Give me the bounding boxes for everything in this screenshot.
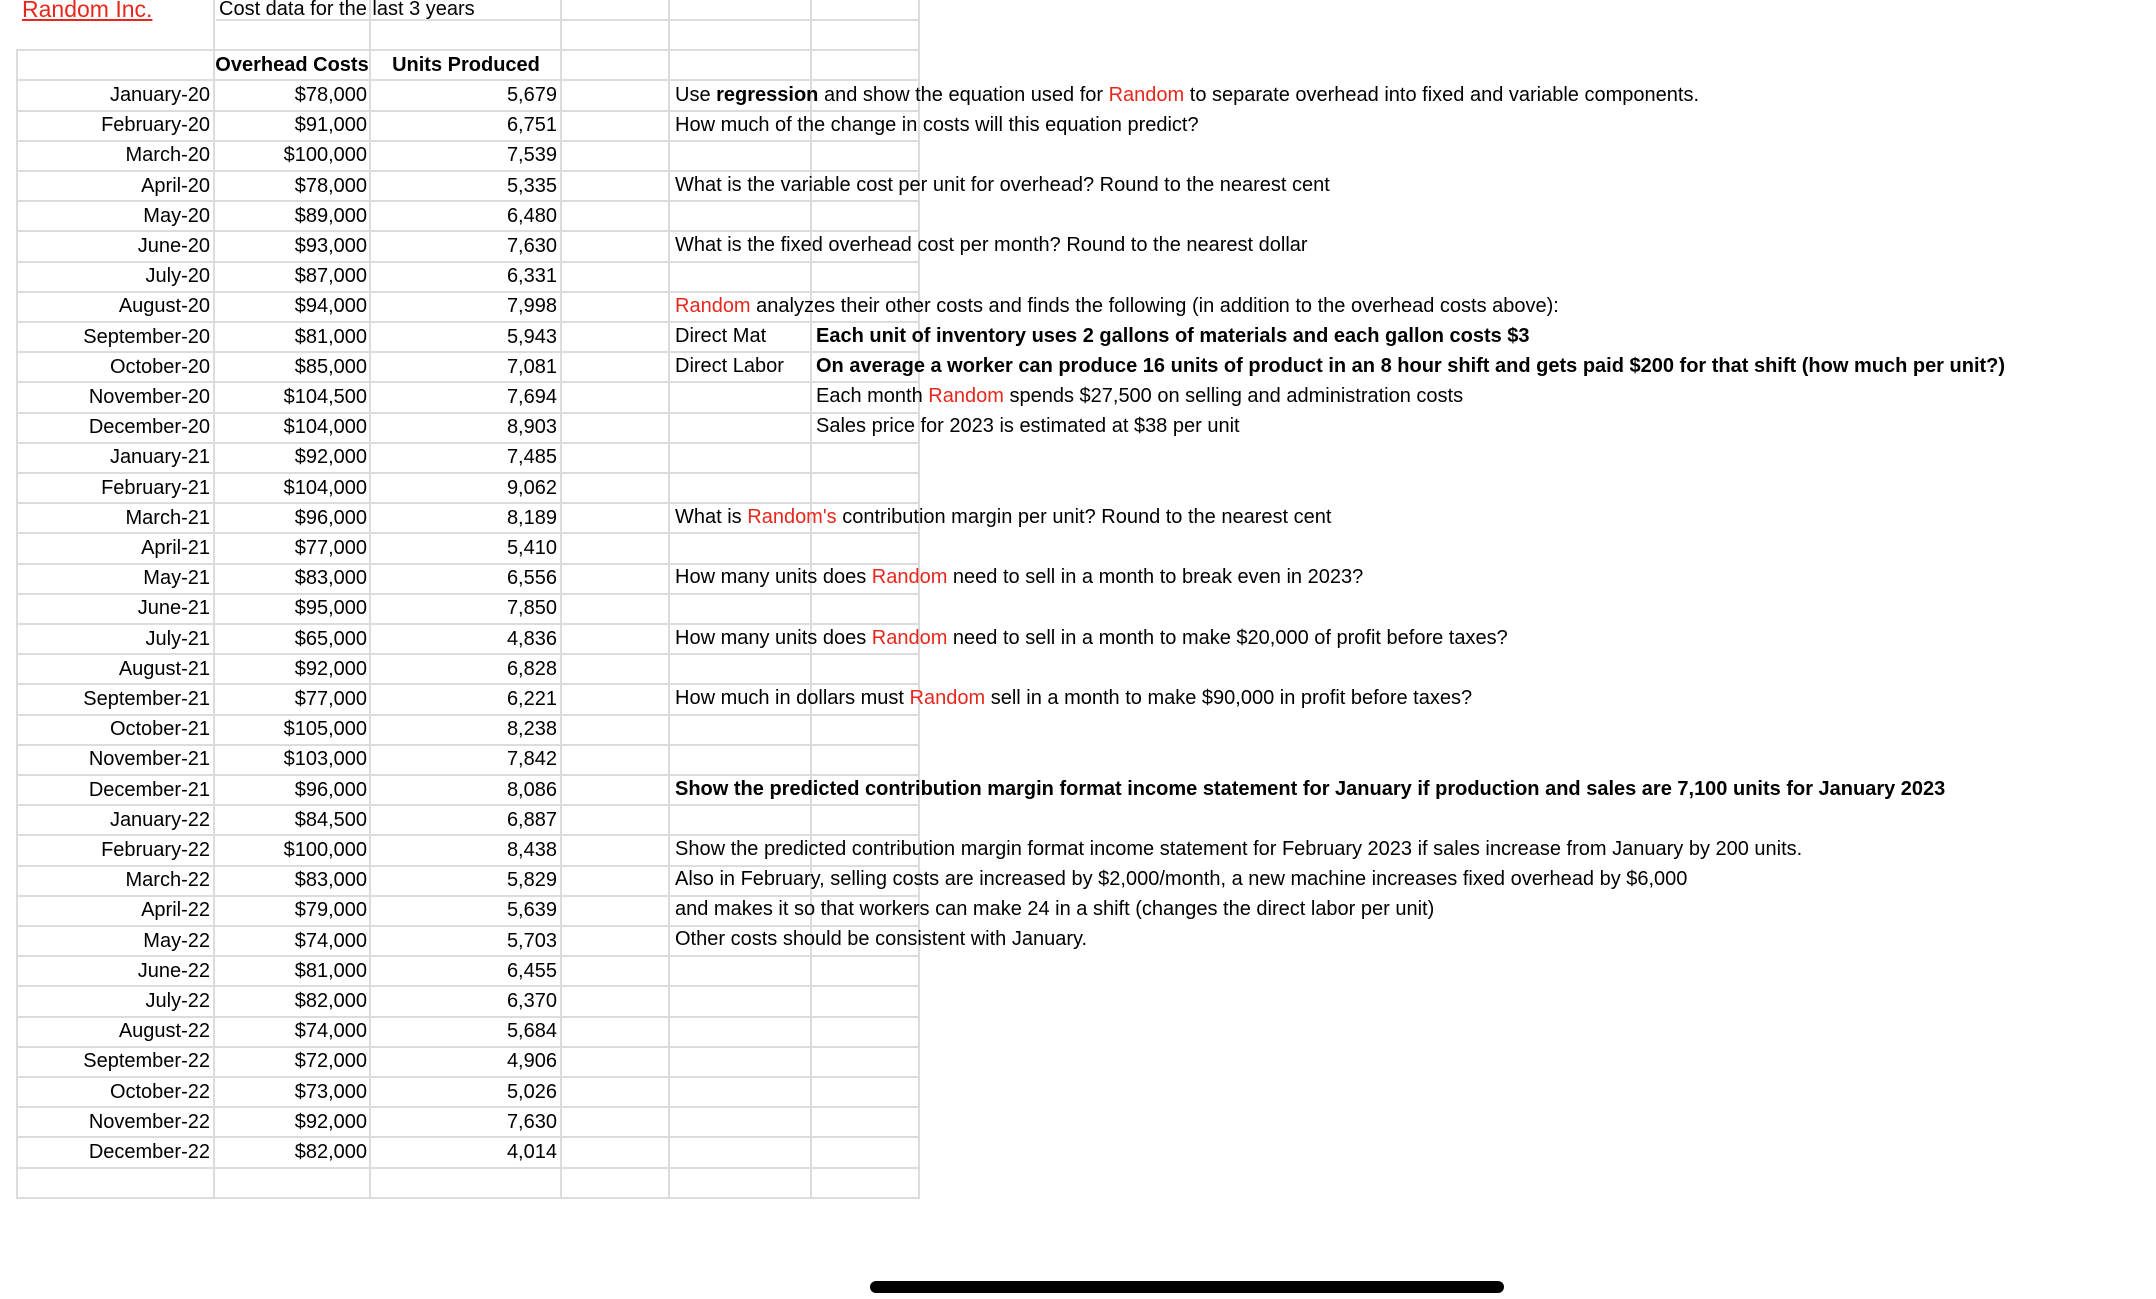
units-produced-cell: 6,455 [506, 960, 557, 982]
units-produced-cell: 6,887 [506, 809, 557, 831]
overhead-cost-cell: $82,000 [294, 1141, 367, 1163]
month-cell: May-21 [143, 567, 210, 589]
month-cell: August-21 [118, 658, 210, 680]
units-produced-cell: 7,485 [506, 446, 557, 468]
overhead-cost-cell: $83,000 [294, 567, 367, 589]
overhead-cost-cell: $96,000 [294, 779, 367, 801]
overhead-cost-cell: $81,000 [294, 960, 367, 982]
overhead-cost-cell: $95,000 [294, 597, 367, 619]
grid-column-line [560, 0, 562, 1199]
grid-column-line [668, 0, 670, 1199]
grid-row-line [16, 1197, 920, 1199]
units-produced-cell: 6,370 [506, 990, 557, 1012]
month-cell: April-20 [141, 175, 210, 197]
units-produced-cell: 5,639 [506, 899, 557, 921]
grid-row-line [16, 1167, 920, 1169]
question-change-predicted: How much of the change in costs will this equation predict? [675, 114, 1199, 136]
units-produced-cell: 6,480 [506, 205, 557, 227]
units-produced-cell: 7,998 [506, 295, 557, 317]
month-cell: November-21 [88, 748, 210, 770]
month-cell: September-21 [83, 688, 210, 710]
units-produced-cell: 4,836 [506, 628, 557, 650]
units-produced-cell: 6,828 [506, 658, 557, 680]
overhead-cost-cell: $83,000 [294, 869, 367, 891]
units-produced-cell: 6,751 [506, 114, 557, 136]
overhead-cost-cell: $79,000 [294, 899, 367, 921]
month-cell: April-21 [141, 537, 210, 559]
month-cell: October-22 [109, 1081, 210, 1103]
units-produced-cell: 5,703 [506, 930, 557, 952]
overhead-cost-cell: $92,000 [294, 446, 367, 468]
overhead-cost-cell: $100,000 [283, 839, 367, 861]
overhead-cost-cell: $78,000 [294, 175, 367, 197]
units-produced-cell: 4,906 [506, 1050, 557, 1072]
direct-labor-text: On average a worker can produce 16 units of product in an 8 hour shift and gets paid $200 for that shift (how much per unit?) [816, 355, 2006, 377]
month-cell: May-20 [143, 205, 210, 227]
month-cell: October-20 [109, 356, 210, 378]
month-cell: November-20 [88, 386, 210, 408]
overhead-cost-cell: $65,000 [294, 628, 367, 650]
units-produced-cell: 6,556 [506, 567, 557, 589]
overhead-cost-cell: $87,000 [294, 265, 367, 287]
overhead-cost-cell: $100,000 [283, 144, 367, 166]
units-produced-cell: 7,694 [506, 386, 557, 408]
month-cell: July-21 [145, 628, 210, 650]
overhead-cost-cell: $74,000 [294, 930, 367, 952]
month-cell: October-21 [109, 718, 210, 740]
month-cell: January-20 [109, 84, 210, 106]
units-produced-cell: 8,238 [506, 718, 557, 740]
question-contribution-margin: What is Random's contribution margin per unit? Round to the nearest cent [675, 506, 1332, 528]
question-fixed-overhead: What is the fixed overhead cost per month? Round to the nearest dollar [675, 234, 1308, 256]
month-cell: November-22 [88, 1111, 210, 1133]
units-produced-cell: 8,189 [506, 507, 557, 529]
question-february-line-3: and makes it so that workers can make 24 in a shift (changes the direct labor per unit) [675, 898, 1435, 920]
units-produced-cell: 8,438 [506, 839, 557, 861]
month-cell: June-21 [137, 597, 210, 619]
month-cell: June-22 [137, 960, 210, 982]
units-produced-cell: 7,081 [506, 356, 557, 378]
overhead-cost-cell: $104,000 [283, 416, 367, 438]
units-produced-cell: 5,026 [506, 1081, 557, 1103]
units-produced-cell: 8,086 [506, 779, 557, 801]
header-units-produced: Units Produced [392, 54, 540, 76]
month-cell: January-22 [109, 809, 210, 831]
sales-price-text: Sales price for 2023 is estimated at $38 per unit [816, 415, 1240, 437]
units-produced-cell: 5,335 [506, 175, 557, 197]
units-produced-cell: 6,331 [506, 265, 557, 287]
month-cell: February-20 [101, 114, 210, 136]
month-cell: December-21 [88, 779, 210, 801]
overhead-cost-cell: $85,000 [294, 356, 367, 378]
question-february-line-2: Also in February, selling costs are increased by $2,000/month, a new machine increases fixed overhead by $6,000 [675, 868, 1688, 890]
overhead-cost-cell: $92,000 [294, 658, 367, 680]
direct-labor-label: Direct Labor [675, 355, 784, 377]
month-cell: May-22 [143, 930, 210, 952]
question-february-line-4: Other costs should be consistent with January. [675, 928, 1088, 950]
direct-mat-text: Each unit of inventory uses 2 gallons of materials and each gallon costs $3 [816, 325, 1530, 347]
units-produced-cell: 5,679 [506, 84, 557, 106]
header-overhead-costs: Overhead Costs [215, 54, 369, 76]
units-produced-cell: 7,539 [506, 144, 557, 166]
question-january-income-statement: Show the predicted contribution margin format income statement for January if production and sales are 7,100 units for January 2023 [675, 778, 1946, 800]
overhead-cost-cell: $92,000 [294, 1111, 367, 1133]
month-cell: March-20 [125, 144, 210, 166]
overhead-cost-cell: $78,000 [294, 84, 367, 106]
units-produced-cell: 7,842 [506, 748, 557, 770]
units-produced-cell: 5,943 [506, 326, 557, 348]
month-cell: July-20 [145, 265, 210, 287]
month-cell: February-22 [101, 839, 210, 861]
overhead-cost-cell: $105,000 [283, 718, 367, 740]
question-regression: Use regression and show the equation used for Random to separate overhead into fixed and variable components. [675, 84, 1699, 106]
overhead-cost-cell: $81,000 [294, 326, 367, 348]
month-cell: March-21 [125, 507, 210, 529]
question-break-even: How many units does Random need to sell in a month to break even in 2023? [675, 566, 1364, 588]
overhead-cost-cell: $72,000 [294, 1050, 367, 1072]
overhead-cost-cell: $82,000 [294, 990, 367, 1012]
overhead-cost-cell: $96,000 [294, 507, 367, 529]
units-produced-cell: 8,903 [506, 416, 557, 438]
overhead-cost-cell: $93,000 [294, 235, 367, 257]
overhead-cost-cell: $89,000 [294, 205, 367, 227]
month-cell: August-22 [118, 1020, 210, 1042]
overhead-cost-cell: $84,500 [294, 809, 367, 831]
overhead-cost-cell: $77,000 [294, 537, 367, 559]
units-produced-cell: 9,062 [506, 477, 557, 499]
month-cell: September-20 [83, 326, 210, 348]
units-produced-cell: 7,850 [506, 597, 557, 619]
month-cell: September-22 [83, 1050, 210, 1072]
overhead-cost-cell: $73,000 [294, 1081, 367, 1103]
question-february-line-1: Show the predicted contribution margin format income statement for February 2023 if sales increase from January by 200 units. [675, 838, 1803, 860]
month-cell: March-22 [125, 869, 210, 891]
units-produced-cell: 6,221 [506, 688, 557, 710]
overhead-cost-cell: $103,000 [283, 748, 367, 770]
units-produced-cell: 5,829 [506, 869, 557, 891]
units-produced-cell: 5,410 [506, 537, 557, 559]
month-cell: August-20 [118, 295, 210, 317]
direct-mat-label: Direct Mat [675, 325, 767, 347]
units-produced-cell: 4,014 [506, 1141, 557, 1163]
question-variable-cost: What is the variable cost per unit for overhead? Round to the nearest cent [675, 174, 1330, 196]
month-cell: July-22 [145, 990, 210, 1012]
selling-costs-text: Each month Random spends $27,500 on selling and administration costs [816, 385, 1464, 407]
overhead-cost-cell: $104,500 [283, 386, 367, 408]
overhead-cost-cell: $91,000 [294, 114, 367, 136]
month-cell: April-22 [141, 899, 210, 921]
info-intro: Random analyzes their other costs and finds the following (in addition to the overhead costs above): [675, 295, 1559, 317]
units-produced-cell: 5,684 [506, 1020, 557, 1042]
month-cell: February-21 [101, 477, 210, 499]
home-indicator-bar[interactable] [870, 1281, 1504, 1293]
overhead-cost-cell: $77,000 [294, 688, 367, 710]
sheet-subtitle: Cost data for the last 3 years [219, 0, 475, 20]
units-produced-cell: 7,630 [506, 235, 557, 257]
question-units-profit: How many units does Random need to sell in a month to make $20,000 of profit before taxes? [675, 627, 1508, 649]
company-title: Random Inc. [22, 0, 153, 22]
month-cell: January-21 [109, 446, 210, 468]
month-cell: June-20 [137, 235, 210, 257]
units-produced-cell: 7,630 [506, 1111, 557, 1133]
overhead-cost-cell: $104,000 [283, 477, 367, 499]
question-dollars-profit: How much in dollars must Random sell in a month to make $90,000 in profit before taxes? [675, 687, 1473, 709]
overhead-cost-cell: $94,000 [294, 295, 367, 317]
month-cell: December-22 [88, 1141, 210, 1163]
overhead-cost-cell: $74,000 [294, 1020, 367, 1042]
month-cell: December-20 [88, 416, 210, 438]
